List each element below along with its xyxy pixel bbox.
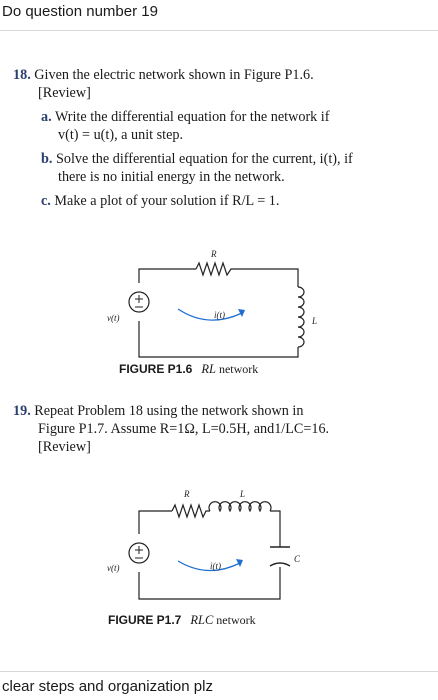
current-arrow-head xyxy=(238,309,245,317)
figure-p16-caption: FIGURE P1.6 RL network xyxy=(119,362,259,376)
problem-18-line1: 18. Given the electric network shown in Figure P1.6. xyxy=(13,67,314,83)
problem-19-line2: Figure P1.7. Assume R=1Ω, L=0.5H, and1/LC=16. xyxy=(38,421,330,437)
current-arrow-curve xyxy=(178,561,240,571)
inductor-symbol xyxy=(209,502,271,511)
wire-top-right xyxy=(232,269,298,287)
problem-18a-line2: v(t) = u(t), a unit step. xyxy=(58,127,184,143)
problem-18b-line2: there is no initial energy in the network. xyxy=(58,169,285,185)
wire-top-left xyxy=(139,269,196,283)
wire-top-right xyxy=(270,511,280,545)
resistor-symbol xyxy=(196,263,232,275)
current-arrow-curve xyxy=(178,309,242,320)
capacitor-label: C xyxy=(294,554,301,564)
problem-19-line1: 19. Repeat Problem 18 using the network shown in xyxy=(13,403,304,419)
capacitor-plate-bottom xyxy=(270,563,290,566)
problem-19-number: 19. xyxy=(13,403,31,419)
inductor-symbol xyxy=(298,287,304,347)
source-label: v(t) xyxy=(107,563,120,573)
wire-top-left xyxy=(139,511,172,534)
header-text: Do question number 19 xyxy=(2,3,158,20)
resistor-label: R xyxy=(184,489,190,499)
rlc-network-diagram xyxy=(0,471,438,631)
problem-19-line3: [Review] xyxy=(38,439,91,455)
current-label: i(t) xyxy=(214,310,225,320)
wire-bottom xyxy=(139,567,280,599)
problem-18c-line1: c. Make a plot of your solution if R/L = 1. xyxy=(41,193,280,209)
current-label: i(t) xyxy=(210,561,221,571)
problem-18-number: 18. xyxy=(13,67,31,83)
wire-bottom xyxy=(139,321,298,357)
problem-18b-line1: b. Solve the differential equation for the current, i(t), if xyxy=(41,151,353,167)
inductor-label: L xyxy=(240,489,246,499)
inductor-label: L xyxy=(312,316,318,326)
resistor-symbol xyxy=(172,505,210,517)
footer-text: clear steps and organization plz xyxy=(2,678,213,695)
textbook-image xyxy=(0,30,438,672)
problem-18-line2: [Review] xyxy=(38,85,91,101)
current-arrow-head xyxy=(236,559,243,567)
figure-p17-caption: FIGURE P1.7 RLC network xyxy=(108,613,256,627)
source-label: v(t) xyxy=(107,313,120,323)
rl-network-diagram xyxy=(0,221,438,381)
resistor-label: R xyxy=(211,249,217,259)
problem-18a-line1: a. Write the differential equation for the network if xyxy=(41,109,330,125)
